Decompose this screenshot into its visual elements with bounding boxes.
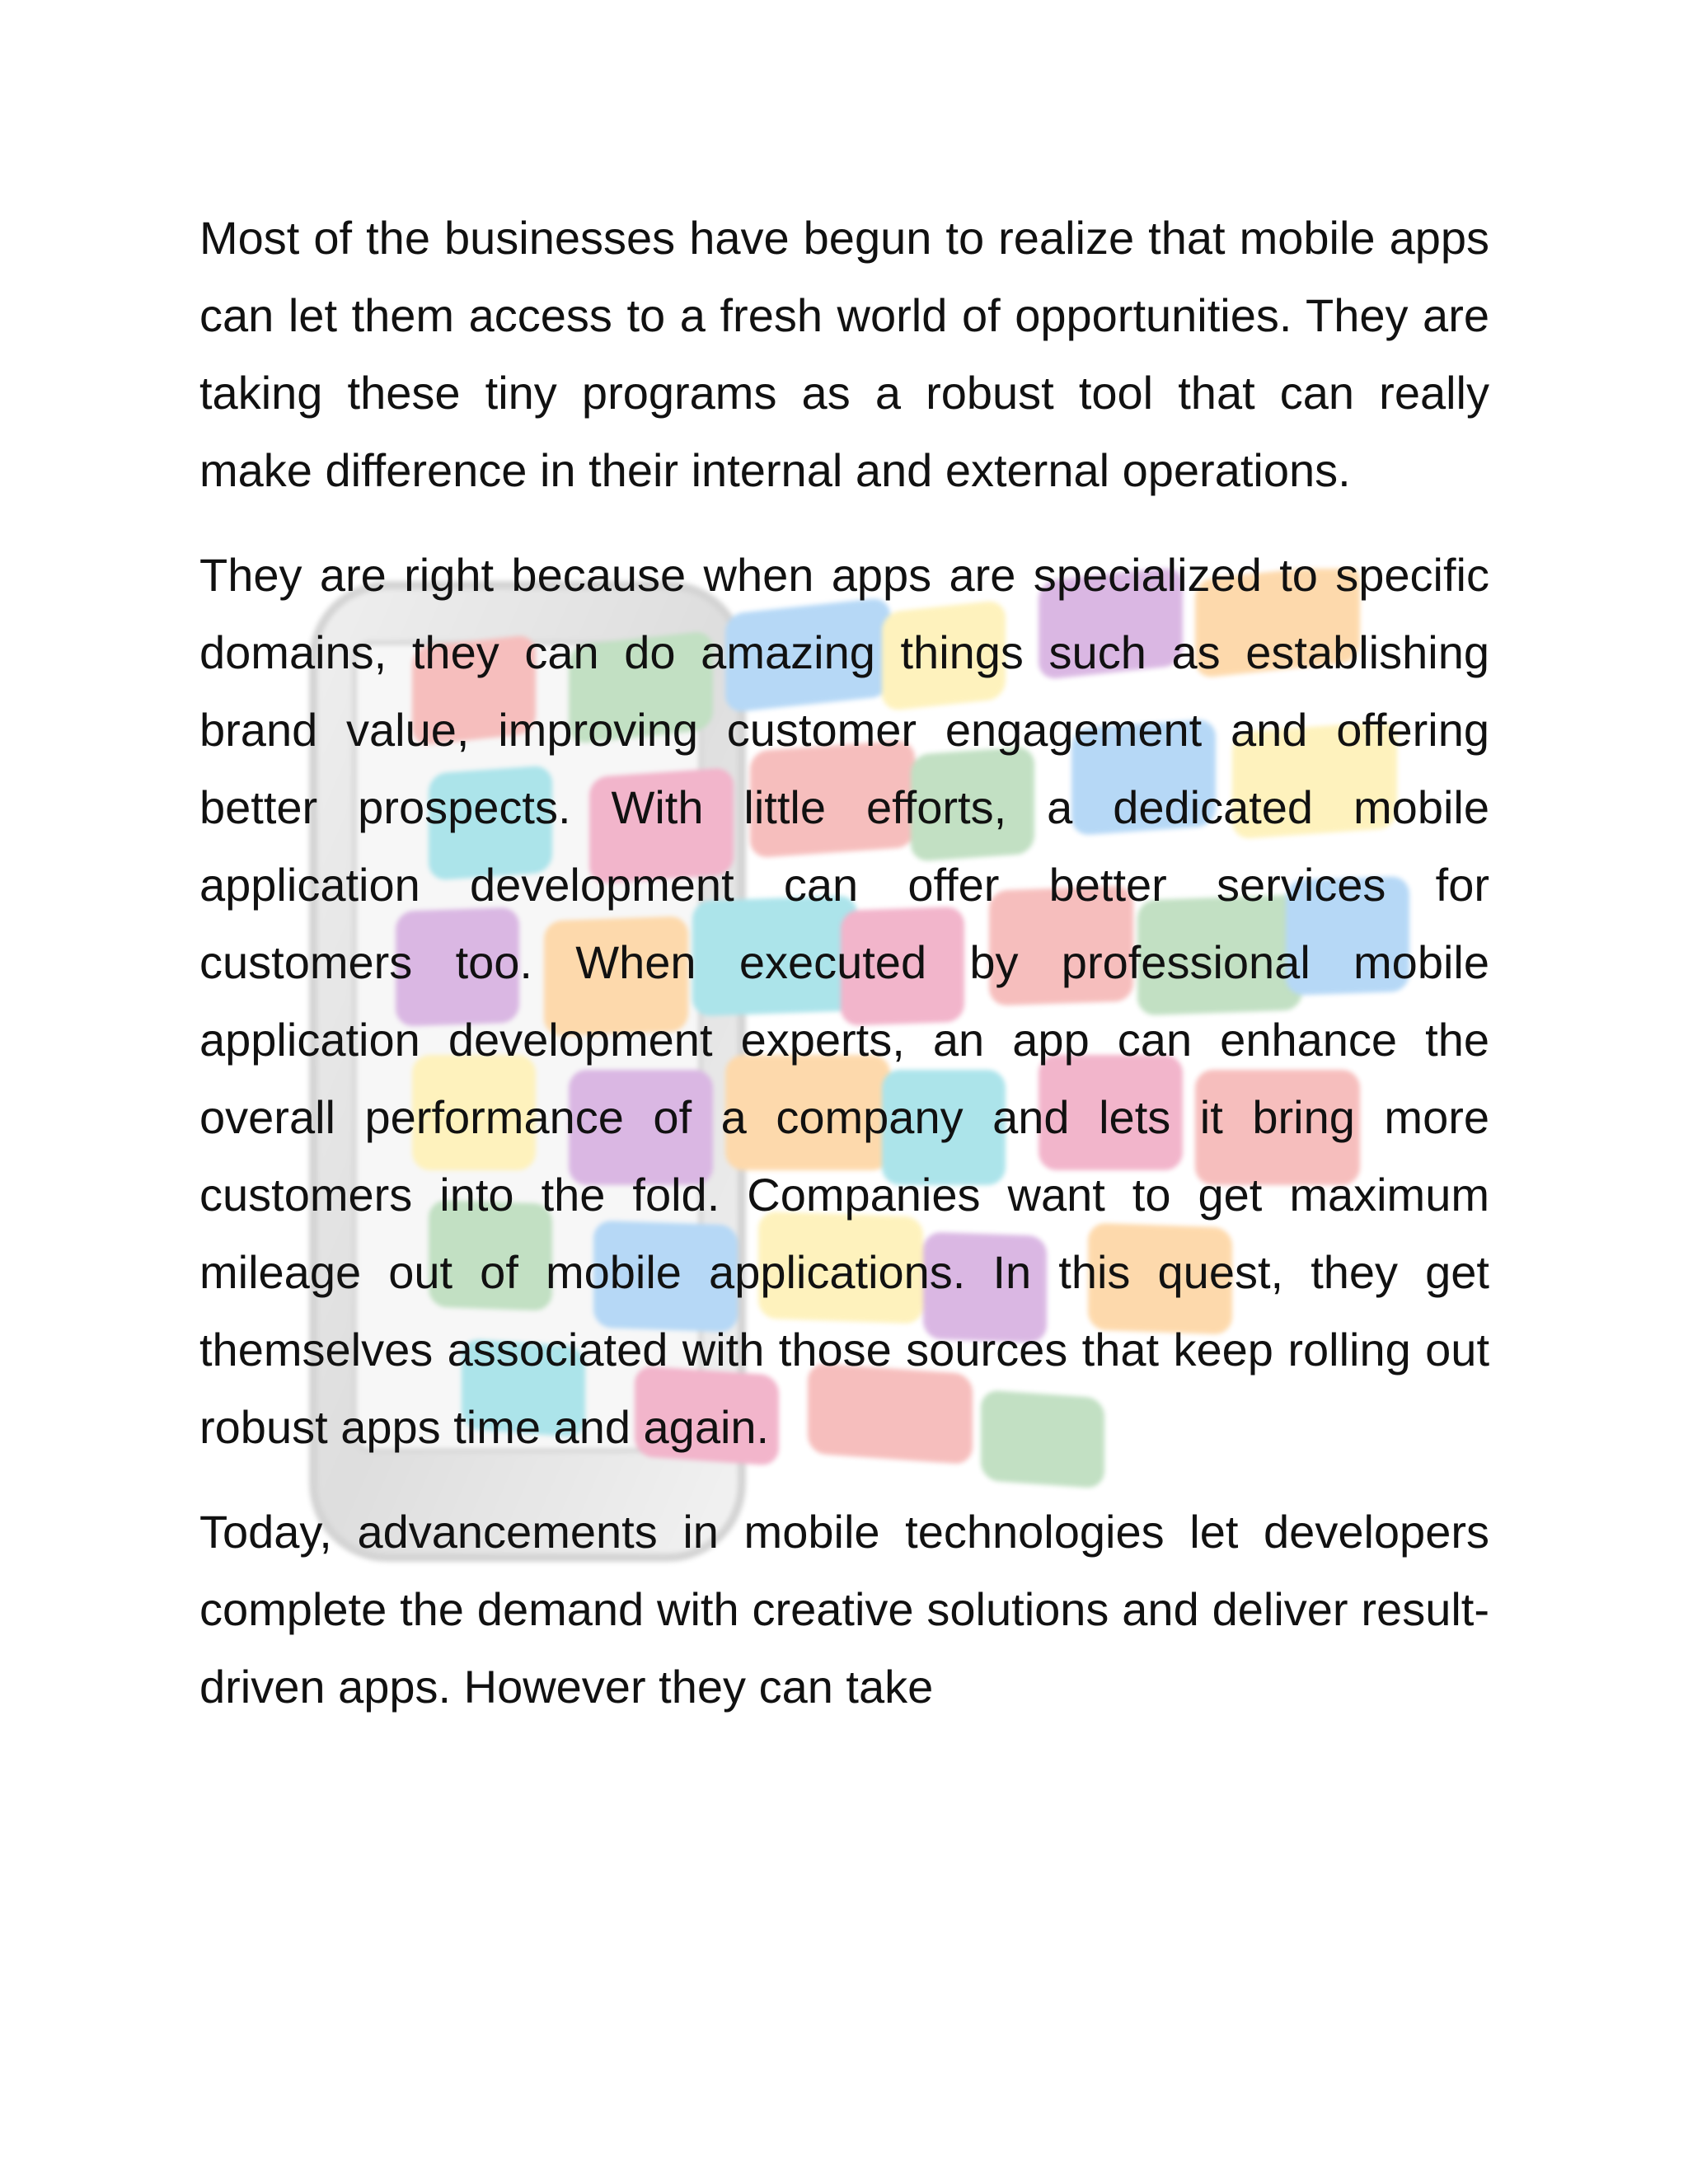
paragraph-2: They are right because when apps are specialized to specific domains, they can do amazing things such as establishing brand value, improving customer engagement and offering better prospects. With little efforts, a dedicated mobile application development can offer better services for customers too. When executed by professional mobile application development experts, an app can enhance the overall performance of a company and lets it bring more customers into the fold. Companies want to get maximum mileage out of mobile applications. In this quest, they get themselves associated with those sources that keep rolling out robust apps time and again.: [199, 549, 1489, 1453]
paragraph-1: Most of the businesses have begun to realize that mobile apps can let them access to a fresh world of opportunities. They are taking these tiny programs as a robust tool that can really make difference in their internal and external operations.: [199, 212, 1489, 496]
body-text: [199, 199, 1489, 1753]
paragraph-3: Today, advancements in mobile technologies let developers complete the demand with creative solutions and deliver result-driven apps. However they can take: [199, 1506, 1489, 1713]
